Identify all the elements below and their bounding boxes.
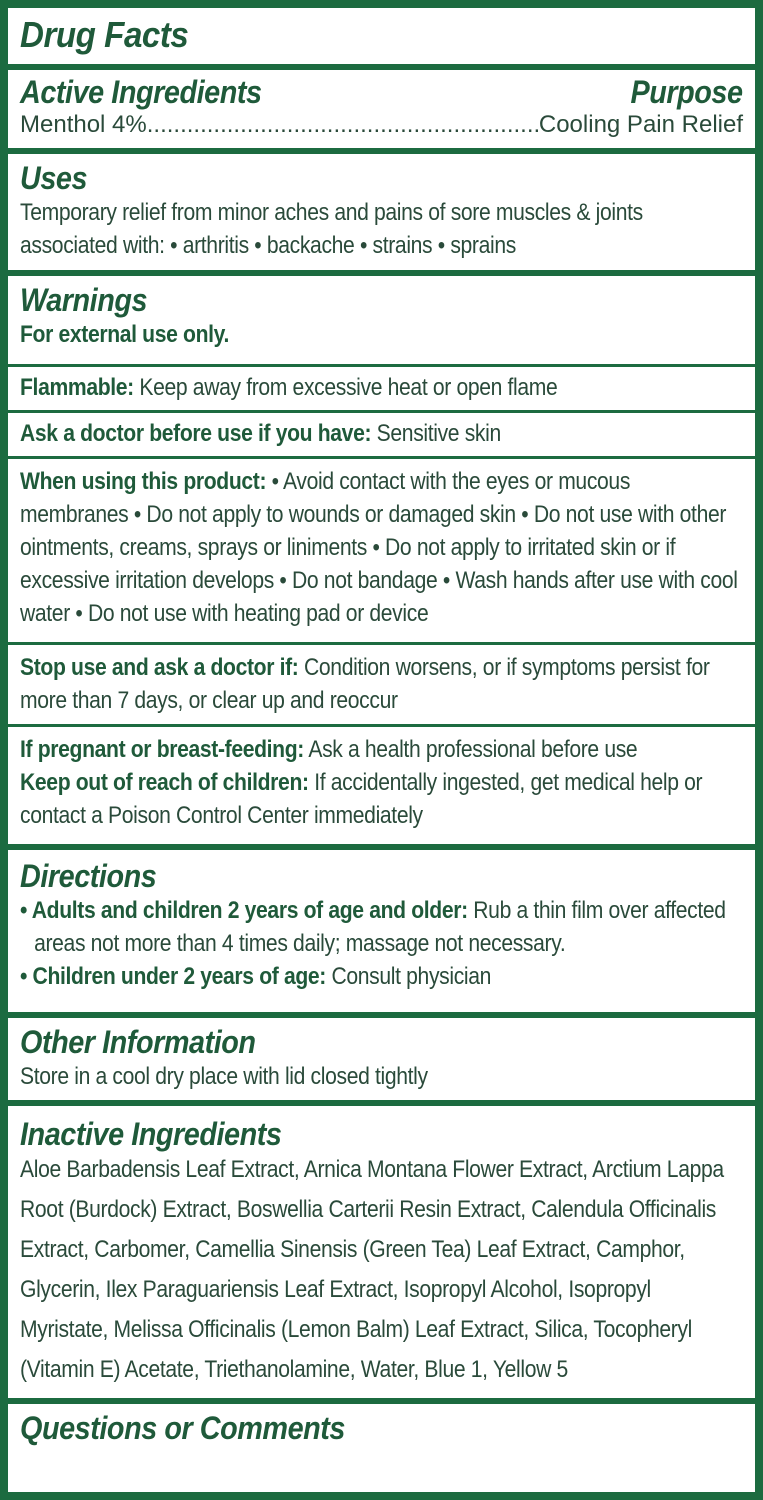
divider	[8, 1012, 755, 1018]
active-ingredients-section	[8, 72, 755, 148]
divider	[8, 364, 755, 367]
pregnant-label: If pregnant or breast-feeding:	[20, 736, 304, 763]
questions-section	[8, 1406, 755, 1492]
divider	[8, 1100, 755, 1106]
directions-children	[20, 960, 753, 993]
questions-heading: Questions or Comments	[20, 1410, 345, 1446]
uses-text: Temporary relief from minor aches and pains of sore muscles & joints associated with: • arthritis • backache • strains • sprains	[20, 199, 643, 259]
other-information-heading: Other Information	[20, 1024, 256, 1060]
inactive-ingredients-section	[8, 1108, 755, 1398]
divider	[8, 456, 755, 459]
directions-adults	[20, 894, 753, 960]
directions-section	[8, 852, 755, 1012]
flammable-text: Keep away from excessive heat or open flame	[133, 374, 558, 401]
stop-use-label: Stop use and ask a doctor if:	[20, 654, 299, 681]
flammable-warning	[8, 369, 755, 409]
uses-section	[8, 156, 755, 270]
stop-use-warning	[8, 647, 755, 723]
ingredient-name: Menthol 4%	[20, 111, 147, 138]
external-use-text: For external use only.	[20, 321, 229, 348]
title-section	[8, 10, 755, 64]
uses-heading: Uses	[20, 160, 88, 196]
stop-use-text: Condition worsens, or if symptoms persist for more than 7 days, or clear up and reoccur	[20, 654, 710, 714]
other-information-text: Store in a cool dry place with lid closed tightly	[20, 1063, 428, 1090]
drug-facts-title: Drug Facts	[20, 14, 189, 55]
children-label: • Children under 2 years of age:	[20, 963, 326, 990]
purpose-heading: Purpose	[630, 74, 743, 110]
when-using-text: • Avoid contact with the eyes or mucous membranes • Do not apply to wounds or damaged skin • Do not use with other ointments, creams, sprays or liniments • Do not apply to irritated skin or if excessive irritation develops • Do not bandage • Wash hands after use with cool water • Do not use with heating pad or device	[20, 468, 738, 627]
divider	[8, 724, 755, 727]
divider	[8, 844, 755, 850]
inactive-ingredients-heading: Inactive Ingredients	[20, 1116, 282, 1152]
inactive-ingredients-text: Aloe Barbadensis Leaf Extract, Arnica Montana Flower Extract, Arctium Lappa Root (Burdock) Extract, Boswellia Carterii Resin Extract, Calendula Officinalis Extract, Carbomer, Camellia Sinensis (Green Tea) Leaf Extract, Camphor, Glycerin, Ilex Paraguariensis Leaf Extract, Isopropyl Alcohol, Isopropyl Myristate, Melissa Officinalis (Lemon Balm) Leaf Extract, Silica, Tocopheryl (Vitamin E) Acetate, Triethanolamine, Water, Blue 1, Yellow 5	[20, 1156, 724, 1383]
when-using-label: When using this product:	[20, 468, 267, 495]
divider	[8, 270, 755, 276]
pregnancy-children-warning	[8, 729, 755, 843]
divider	[8, 1398, 755, 1404]
divider	[8, 64, 755, 70]
ask-doctor-warning	[8, 415, 755, 455]
leader-dots	[147, 110, 539, 140]
children-text: Consult physician	[325, 963, 492, 990]
keep-away-text: If accidentally ingested, get medical help or contact a Poison Control Center immediately	[20, 769, 703, 829]
ask-doctor-label: Ask a doctor before use if you have:	[20, 420, 372, 447]
warnings-section	[8, 278, 755, 362]
ingredient-purpose: Cooling Pain Relief	[538, 111, 743, 138]
divider	[8, 410, 755, 413]
divider	[8, 642, 755, 645]
adults-label: • Adults and children 2 years of age and older:	[20, 897, 468, 924]
other-information-section	[8, 1020, 755, 1100]
divider	[8, 148, 755, 154]
ingredient-row	[20, 110, 743, 140]
warnings-heading: Warnings	[20, 282, 148, 318]
when-using-warning	[8, 461, 755, 641]
keep-away-label: Keep out of reach of children:	[20, 769, 309, 796]
directions-heading: Directions	[20, 858, 157, 894]
adults-text: Rub a thin film over affected areas not more than 4 times daily; massage not necessary.	[34, 897, 726, 957]
pregnant-text: Ask a health professional before use	[303, 736, 638, 763]
active-ingredients-heading: Active Ingredients	[20, 74, 262, 110]
flammable-label: Flammable:	[20, 374, 134, 401]
ask-doctor-text: Sensitive skin	[371, 420, 501, 447]
